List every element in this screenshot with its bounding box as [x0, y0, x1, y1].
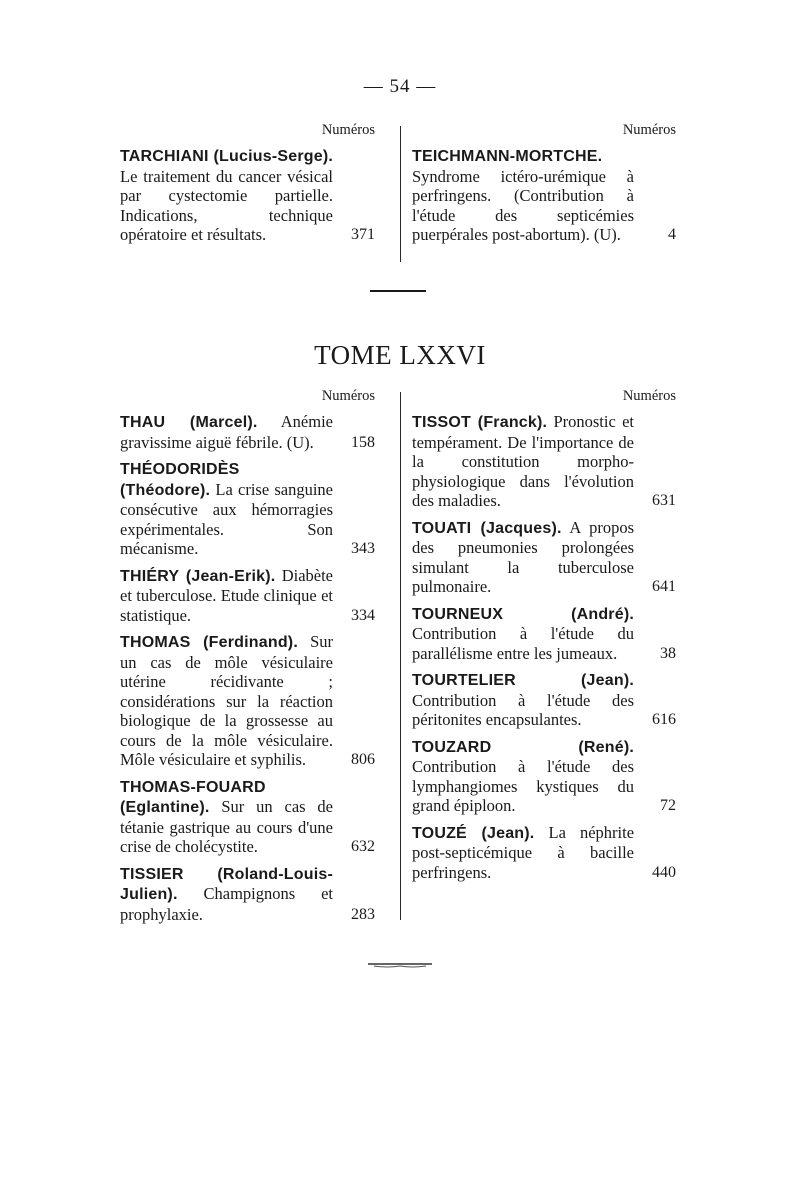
index-entry	[120, 632, 375, 770]
author-name: TOUATI (Jacques).	[412, 519, 562, 537]
index-entry	[412, 146, 676, 245]
index-entry	[120, 777, 375, 857]
index-entry	[120, 412, 375, 452]
thesis-number: 440	[652, 863, 676, 881]
section-rule	[370, 290, 426, 292]
column-heading: Numéros	[321, 122, 375, 138]
thesis-title: Sur un cas de tétanie gastrique au cours d'une crise de cholécystite.	[120, 797, 333, 856]
author-name: TOURNEUX (André).	[412, 605, 634, 623]
thesis-number: 632	[351, 838, 375, 855]
thesis-number: 334	[351, 606, 375, 624]
index-entry	[412, 823, 676, 883]
thesis-title: Sur un cas de môle vésiculaire utérine récidivante ; considérations sur la réaction biologique de la grossesse au cours de la môle vésiculaire. Môle vésiculaire et syphilis.	[120, 632, 333, 769]
column-heading: Numéros	[321, 388, 375, 404]
author-name: THIÉRY (Jean-Erik).	[120, 567, 276, 585]
author-name: THOMAS (Ferdinand).	[120, 634, 298, 651]
thesis-number: 38	[660, 644, 676, 662]
thesis-title: Syndrome ictéro-urémique à perfringens. (Contribution à l'étude des septicémies puerpérales post-abortum). (U).	[412, 166, 634, 244]
left-column	[120, 388, 375, 931]
top-left-column	[120, 122, 375, 252]
author-name: TISSOT (Franck).	[412, 414, 548, 431]
thesis-title: Contribution à l'étude des lymphangiomes kystiques du grand épiploon.	[412, 757, 634, 815]
right-column	[412, 388, 676, 889]
column-heading: Numéros	[622, 388, 676, 404]
column-divider	[400, 392, 401, 920]
thesis-title: La crise sanguine consécutive aux hémorragies expérimentales. Son mécanisme.	[120, 479, 334, 558]
thesis-number: 158	[351, 433, 375, 451]
tome-title: TOME LXXVI	[314, 340, 486, 370]
top-right-column	[412, 122, 676, 252]
author-name: TOURTELIER (Jean).	[412, 672, 634, 689]
thesis-number: 616	[652, 711, 676, 728]
column-heading: Numéros	[622, 122, 676, 138]
author-name: TISSIER (Roland-Louis-Julien).	[120, 865, 333, 903]
author-name: THAU (Marcel).	[120, 414, 258, 431]
author-name: TEICHMANN-MORTCHE.	[412, 148, 603, 165]
index-entry	[120, 864, 375, 925]
thesis-title: Contribution à l'étude du parallélisme entre les jumeaux.	[412, 624, 634, 663]
author-name: TOUZÉ (Jean).	[412, 824, 535, 842]
author-name: THÉODORIDÈS (Théodore).	[120, 461, 240, 499]
author-name: TARCHIANI (Lucius-Serge).	[120, 148, 333, 165]
thesis-title: Contribution à l'étude des péritonites encapsulantes.	[412, 690, 634, 729]
thesis-number: 371	[351, 226, 375, 243]
thesis-title: A propos des pneumonies prolongées simulant la tuberculose pulmonaire.	[412, 517, 635, 596]
thesis-title: Diabète et tuberculose. Etude clinique et statistique.	[120, 565, 333, 625]
index-entry	[412, 412, 676, 511]
index-entry	[120, 459, 375, 559]
index-entry	[412, 604, 676, 664]
page-number: — 54 —	[363, 76, 437, 97]
index-entry	[412, 737, 676, 816]
end-ornament	[368, 962, 432, 968]
thesis-title: Pronostic et tempérament. De l'importance de la constitution morpho-physiologique dans l'évolution des maladies.	[412, 412, 635, 510]
thesis-number: 631	[652, 492, 676, 509]
thesis-number: 4	[668, 226, 676, 243]
index-entry	[412, 518, 676, 597]
thesis-number: 283	[351, 905, 375, 923]
author-name: TOUZARD (René).	[412, 738, 634, 756]
thesis-title: Le traitement du cancer vésical par cystectomie partielle. Indications, technique opératoire et résultats.	[120, 166, 333, 244]
thesis-title: Anémie gravissime aiguë fébrile. (U).	[120, 412, 333, 452]
index-entry	[412, 670, 676, 730]
author-name: THOMAS-FOUARD (Eglantine).	[120, 778, 266, 816]
column-divider	[400, 126, 401, 262]
index-entry	[120, 146, 375, 245]
index-entry	[120, 566, 375, 626]
thesis-number: 72	[660, 797, 676, 814]
thesis-number: 343	[351, 540, 375, 557]
thesis-number: 806	[351, 751, 375, 768]
thesis-title: La néphrite post-septicémique à bacille perfringens.	[412, 822, 635, 882]
thesis-title: Champignons et prophylaxie.	[120, 884, 333, 924]
thesis-number: 641	[652, 578, 676, 595]
